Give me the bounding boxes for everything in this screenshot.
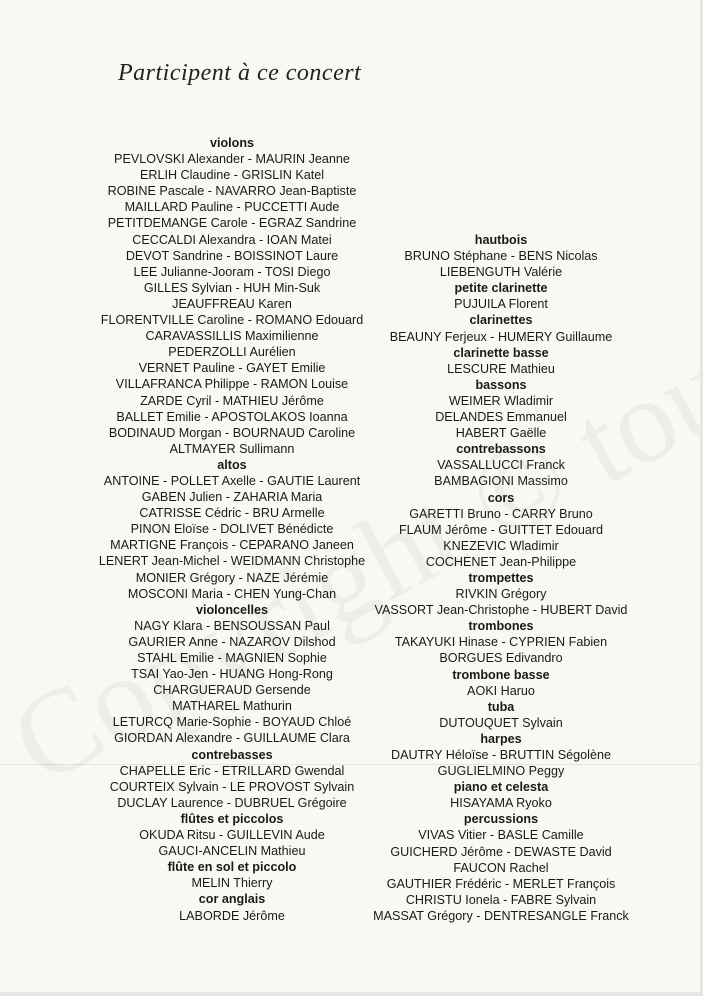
musician-entry: BAMBAGIONI Massimo bbox=[434, 474, 568, 489]
musician-entry: MATHAREL Mathurin bbox=[172, 699, 292, 714]
musician-entry: STAHL Emilie - MAGNIEN Sophie bbox=[137, 651, 327, 665]
musician-entry: OKUDA Ritsu - GUILLEVIN Aude bbox=[139, 828, 325, 843]
musician-entry: MAILLARD Pauline - PUCCETTI Aude bbox=[124, 200, 340, 215]
right-column bbox=[356, 232, 646, 924]
musician-entry: VASSALLUCCI Franck bbox=[437, 458, 565, 473]
musician-entry: BALLET Emilie - APOSTOLAKOS Ioanna bbox=[116, 409, 348, 424]
musician-entry: FLORENTVILLE Caroline - ROMANO Edouard bbox=[100, 313, 364, 328]
musician-entry: PUJUILA Florent bbox=[454, 297, 548, 312]
musician-entry: DEVOT Sandrine - BOISSINOT Laure bbox=[125, 248, 339, 263]
section-heading: contrebassons bbox=[456, 442, 546, 457]
section-heading: trombones bbox=[468, 619, 534, 634]
page-edge-bottom bbox=[0, 992, 703, 996]
musician-entry: TSAI Yao-Jen - HUANG Hong-Rong bbox=[131, 667, 333, 682]
section-heading: cors bbox=[487, 490, 515, 505]
section-heading: altos bbox=[217, 457, 247, 472]
musician-entry: MASSAT Grégory - DENTRESANGLE Franck bbox=[373, 908, 629, 923]
musician-entry: TAKAYUKI Hinase - CYPRIEN Fabien bbox=[394, 635, 608, 650]
musician-entry: GABEN Julien - ZAHARIA Maria bbox=[141, 490, 323, 505]
musician-entry: LESCURE Mathieu bbox=[447, 361, 555, 376]
section-heading: cor anglais bbox=[198, 892, 266, 907]
musician-entry: LEE Julianne-Jooram - TOSI Diego bbox=[133, 264, 331, 279]
musician-entry: ANTOINE - POLLET Axelle - GAUTIE Laurent bbox=[103, 473, 361, 488]
musician-entry: NAGY Klara - BENSOUSSAN Paul bbox=[134, 618, 330, 633]
musician-entry: PEVLOVSKI Alexander - MAURIN Jeanne bbox=[114, 152, 350, 167]
musician-entry: VILLAFRANCA Philippe - RAMON Louise bbox=[115, 377, 349, 392]
musician-entry: RIVKIN Grégory bbox=[455, 587, 547, 602]
musician-entry: BODINAUD Morgan - BOURNAUD Caroline bbox=[108, 425, 356, 440]
section-heading: clarinettes bbox=[469, 313, 533, 328]
section-heading: flûte en sol et piccolo bbox=[167, 860, 297, 875]
musician-entry: PETITDEMANGE Carole - EGRAZ Sandrine bbox=[107, 216, 357, 231]
musician-entry: FLAUM Jérôme - GUITTET Edouard bbox=[398, 522, 604, 537]
musician-entry: BEAUNY Ferjeux - HUMERY Guillaume bbox=[389, 329, 613, 344]
section-heading: petite clarinette bbox=[454, 281, 548, 296]
musician-entry: GAUCI-ANCELIN Mathieu bbox=[158, 844, 306, 859]
musician-entry: DUTOUQUET Sylvain bbox=[439, 715, 563, 730]
musician-entry: LETURCQ Marie-Sophie - BOYAUD Chloé bbox=[112, 715, 352, 730]
musician-entry: LABORDE Jérôme bbox=[179, 908, 285, 923]
section-heading: trombone basse bbox=[452, 667, 550, 682]
musician-entry: MELIN Thierry bbox=[191, 876, 273, 891]
section-heading: bassons bbox=[475, 377, 527, 392]
musician-entry: MONIER Grégory - NAZE Jérémie bbox=[135, 570, 329, 585]
musician-entry: KNEZEVIC Wladimir bbox=[443, 538, 559, 553]
musician-entry: GUICHERD Jérôme - DEWASTE David bbox=[390, 844, 612, 859]
musician-entry: CHARGUERAUD Gersende bbox=[153, 683, 311, 698]
left-column bbox=[78, 135, 386, 924]
musician-entry: GARETTI Bruno - CARRY Bruno bbox=[409, 506, 593, 521]
musician-entry: LIEBENGUTH Valérie bbox=[439, 265, 563, 280]
musician-entry: BORGUES Edivandro bbox=[439, 651, 563, 666]
musician-entry: PINON Eloïse - DOLIVET Bénédicte bbox=[130, 522, 334, 537]
musician-entry: CECCALDI Alexandra - IOAN Matei bbox=[132, 232, 332, 247]
musician-entry: GUGLIELMINO Peggy bbox=[437, 764, 565, 779]
musician-entry: MARTIGNE François - CEPARANO Janeen bbox=[110, 538, 354, 553]
musician-entry: COURTEIX Sylvain - LE PROVOST Sylvain bbox=[109, 779, 355, 794]
musician-entry: ALTMAYER Sullimann bbox=[169, 441, 295, 456]
musician-entry: VASSORT Jean-Christophe - HUBERT David bbox=[374, 603, 628, 618]
musician-entry: HISAYAMA Ryoko bbox=[450, 796, 552, 811]
musician-entry: FAUCON Rachel bbox=[453, 860, 549, 875]
musician-entry: GILLES Sylvian - HUH Min-Suk bbox=[143, 280, 321, 295]
section-heading: piano et celesta bbox=[453, 780, 549, 795]
musician-entry: ROBINE Pascale - NAVARRO Jean-Baptiste bbox=[107, 184, 357, 199]
musician-entry: COCHENET Jean-Philippe bbox=[425, 554, 577, 569]
musician-entry: BRUNO Stéphane - BENS Nicolas bbox=[404, 249, 598, 264]
musician-entry: VIVAS Vitier - BASLE Camille bbox=[418, 828, 584, 843]
musician-entry: AOKI Haruo bbox=[467, 683, 535, 698]
section-heading: hautbois bbox=[474, 233, 528, 247]
musician-entry: DUCLAY Laurence - DUBRUEL Grégoire bbox=[117, 795, 347, 810]
musician-entry: GAURIER Anne - NAZAROV Dilshod bbox=[128, 634, 336, 649]
musician-entry: CARAVASSILLIS Maximilienne bbox=[145, 329, 319, 344]
musician-entry: HABERT Gaëlle bbox=[455, 426, 547, 441]
section-heading: violons bbox=[209, 136, 255, 150]
section-heading: trompettes bbox=[468, 570, 534, 585]
musician-entry: ERLIH Claudine - GRISLIN Katel bbox=[139, 168, 325, 183]
musician-entry: LENERT Jean-Michel - WEIDMANN Christophe bbox=[98, 554, 366, 569]
page-title: Participent à ce concert bbox=[118, 60, 362, 86]
musician-entry: DELANDES Emmanuel bbox=[435, 410, 567, 425]
musician-entry: CATRISSE Cédric - BRU Armelle bbox=[139, 506, 325, 521]
section-heading: violoncelles bbox=[195, 602, 269, 617]
section-heading: tuba bbox=[487, 699, 515, 714]
musician-entry: ZARDE Cyril - MATHIEU Jérôme bbox=[140, 393, 324, 408]
musician-entry: JEAUFFREAU Karen bbox=[172, 296, 292, 311]
section-heading: contrebasses bbox=[191, 747, 273, 762]
section-heading: percussions bbox=[463, 812, 539, 827]
musician-entry: PEDERZOLLI Aurélien bbox=[168, 345, 296, 360]
musician-entry: DAUTRY Héloïse - BRUTTIN Ségolène bbox=[390, 748, 611, 762]
section-heading: harpes bbox=[480, 731, 522, 746]
musician-entry: WEIMER Wladimir bbox=[448, 393, 554, 408]
musician-entry: CHRISTU Ionela - FABRE Sylvain bbox=[405, 892, 597, 907]
section-heading: clarinette basse bbox=[453, 345, 549, 360]
musician-entry: GIORDAN Alexandre - GUILLAUME Clara bbox=[114, 731, 350, 746]
musician-entry: MOSCONI Maria - CHEN Yung-Chan bbox=[127, 586, 337, 601]
musician-entry: VERNET Pauline - GAYET Emilie bbox=[138, 361, 326, 376]
section-heading: flûtes et piccolos bbox=[180, 811, 284, 826]
musician-entry: CHAPELLE Eric - ETRILLARD Gwendal bbox=[119, 763, 345, 778]
musician-entry: GAUTHIER Frédéric - MERLET François bbox=[386, 876, 616, 891]
